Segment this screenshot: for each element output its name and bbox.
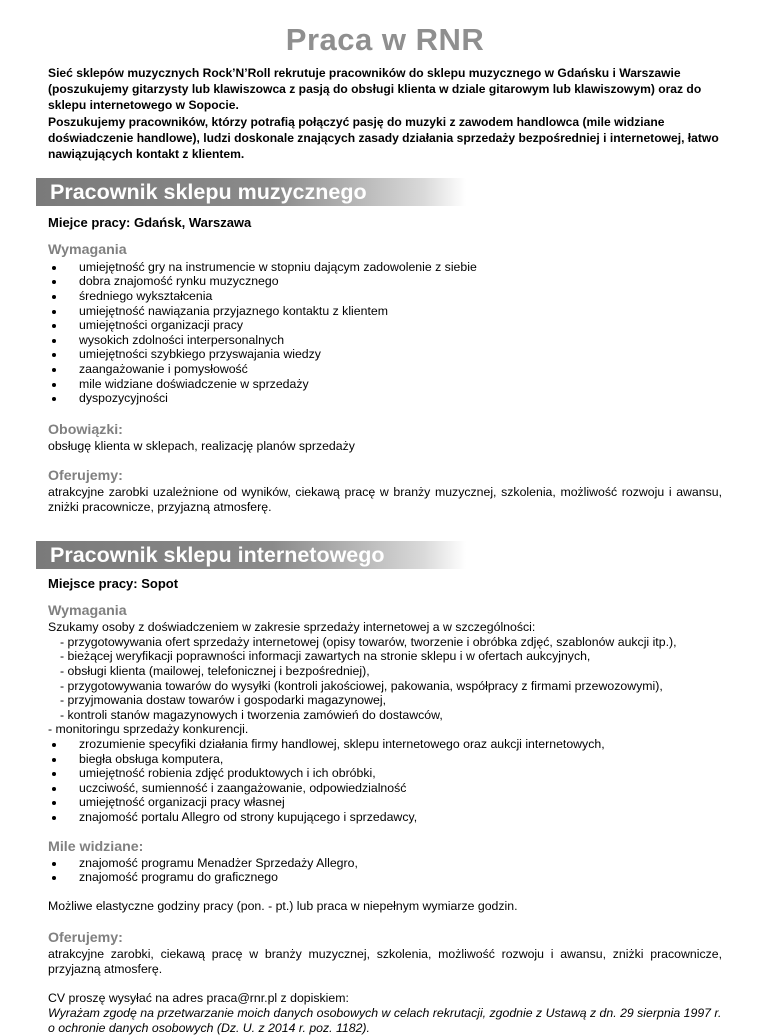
job2-dash-list [48,635,722,737]
list-item: zaangażowanie i pomysłowość [48,362,722,377]
intro-paragraph-1: Sieć sklepów muzycznych Rock’N’Roll rekrutuje pracowników do sklepu muzycznego w Gdańsku i Warszawie (poszukujemy gitarzysty lub klawiszowca z pasją do obsługi klienta w dziale gitarowym lub klawiszowym) oraz do sklepu internetowego w Sopocie. [48,66,702,113]
list-item: znajomość programu Menadżer Sprzedaży Allegro, [48,856,722,871]
list-item: biegła obsługa komputera, [48,752,722,767]
list-item: umiejętności szybkiego przyswajania wiedzy [48,347,722,362]
list-item: dyspozycyjności [48,391,722,406]
job2-offer-text: atrakcyjne zarobki, ciekawą pracę w branży muzycznej, szkolenia, możliwość rozwoju i awansu, zniżki pracownicze, przyjazną atmosferę. [48,946,722,976]
list-item: - monitoringu sprzedaży konkurencji. [48,722,249,737]
job1-banner: Pracownik sklepu muzycznego [36,178,466,206]
list-item: mile widziane doświadczenie w sprzedaży [48,377,722,392]
job1-offer-heading: Oferujemy: [48,467,123,484]
list-item: - przygotowywania towarów do wysyłki (kontroli jakościowej, pakowania, współpracy z firmami przewozowymi), [60,678,663,693]
list-item: znajomość programu do graficznego [48,870,722,885]
job1-requirements-heading: Wymagania [48,241,127,258]
job2-nice-heading: Mile widziane: [48,838,144,855]
job1-duties-text: obsługę klienta w sklepach, realizację planów sprzedaży [48,438,355,453]
consent-clause: Wyrażam zgodę na przetwarzanie moich danych osobowych w celach rekrutacji, zgodnie z Ustawą z dn. 29 sierpnia 1997 r. o ochronie danych osobowych (Dz. U. z 2014 r. poz. 1182). [48,1005,722,1035]
list-item: znajomość portalu Allegro od strony kupującego i sprzedawcy, [48,810,722,825]
list-item: dobra znajomość rynku muzycznego [48,274,722,289]
list-item: - obsługi klienta (mailowej, telefonicznej i bezpośredniej), [60,664,370,679]
list-item: umiejętność robienia zdjęć produktowych i ich obróbki, [48,766,722,781]
job2-requirements-intro: Szukamy osoby z doświadczeniem w zakresie sprzedaży internetowej a w szczególności: [48,620,536,635]
intro-paragraph-2: Poszukujemy pracowników, którzy potrafią połączyć pasję do muzyki z zawodem handlowca (mile widziane doświadczenie handlowe), ludzi doskonale znających zasady działania sprzedaży bezpośredniej i internetowej, łatwo nawiązujących kontakt z klientem. [48,114,719,162]
list-item: - bieżącej weryfikacji poprawności informacji zawartych na stronie sklepu i w ofertach aukcyjnych, [60,649,591,664]
job1-requirements-list [48,260,722,406]
job2-hours-text: Możliwe elastyczne godziny pracy (pon. - pt.) lub praca w niepełnym wymiarze godzin. [48,898,518,913]
list-item: uczciwość, sumienność i zaangażowanie, odpowiedzialność [48,781,722,796]
intro-block [48,65,722,162]
cv-instruction: CV proszę wysyłać na adres praca@rnr.pl z dopiskiem: [48,990,349,1005]
list-item: umiejętność organizacji pracy własnej [48,795,722,810]
list-item: umiejętność nawiązania przyjaznego kontaktu z klientem [48,304,722,319]
list-item: wysokich zdolności interpersonalnych [48,333,722,348]
job2-offer-heading: Oferujemy: [48,929,123,946]
job1-place: Miejce pracy: Gdańsk, Warszawa [48,215,252,231]
job1-offer-text: atrakcyjne zarobki uzależnione od wyników, ciekawą pracę w branży muzycznej, szkolenia, możliwość rozwoju i awansu, zniżki pracownicze, przyjazną atmosferę. [48,484,722,514]
list-item: umiejętności organizacji pracy [48,318,722,333]
list-item: - przyjmowania dostaw towarów i gospodarki magazynowej, [60,693,387,708]
list-item: zrozumienie specyfiki działania firmy handlowej, sklepu internetowego oraz aukcji internetowych, [48,737,722,752]
list-item: - kontroli stanów magazynowych i tworzenia zamówień do dostawców, [60,707,443,722]
job2-nice-list [48,856,722,885]
job2-place: Miejsce pracy: Sopot [48,575,179,591]
job1-duties-heading: Obowiązki: [48,421,123,438]
job2-requirements-heading: Wymagania [48,603,127,620]
job2-banner: Pracownik sklepu internetowego [36,541,466,569]
page-title: Praca w RNR [285,22,485,57]
list-item: - przygotowywania ofert sprzedaży internetowej (opisy towarów, tworzenie i obróbka zdjęć, szablonów aukcji itp.), [60,634,677,649]
list-item: umiejętność gry na instrumencie w stopniu dającym zadowolenie z siebie [48,260,722,275]
job2-requirements-list [48,737,722,825]
list-item: średniego wykształcenia [48,289,722,304]
